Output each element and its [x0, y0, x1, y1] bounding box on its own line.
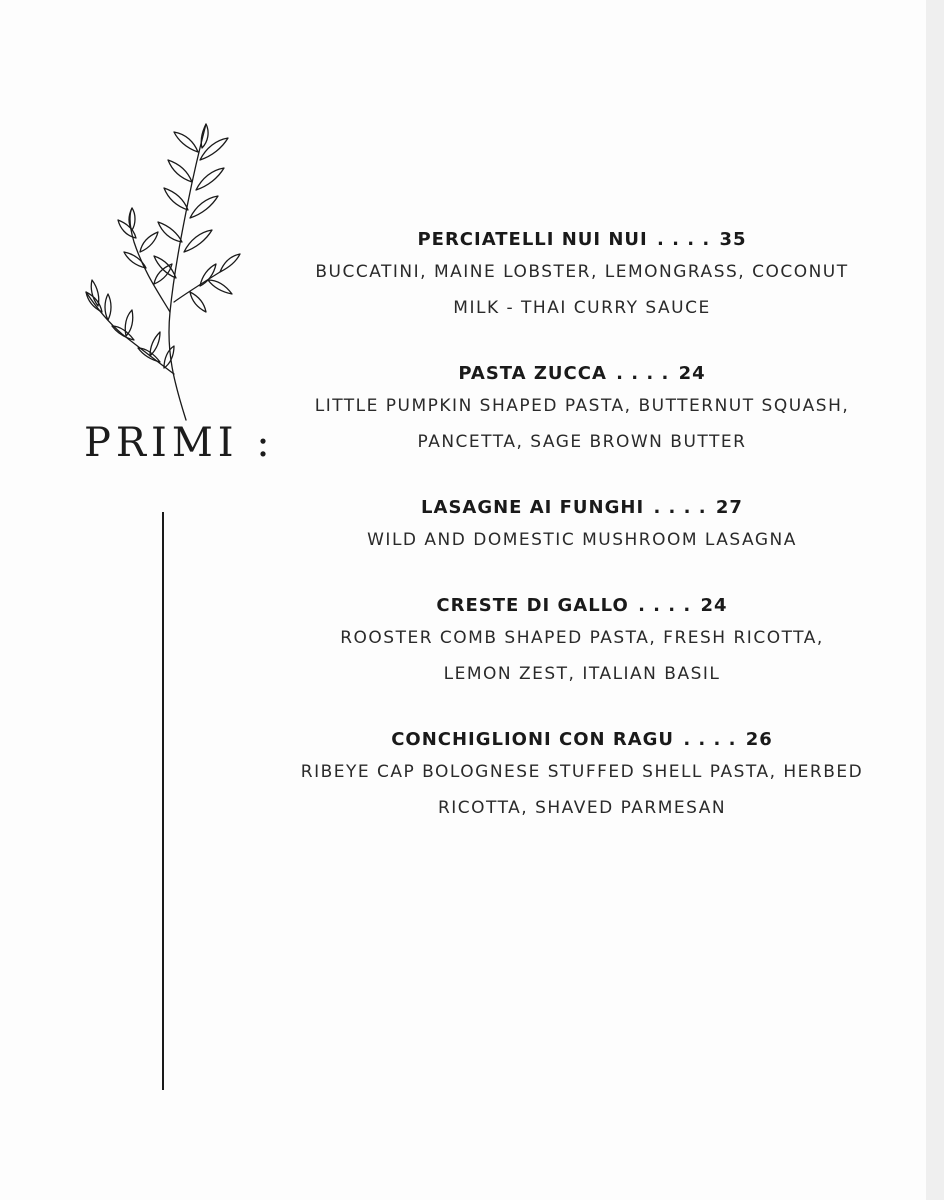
section-title: PRIMI : [84, 420, 275, 466]
menu-item-description: WILD AND DOMESTIC MUSHROOM LASAGNA [367, 530, 797, 550]
menu-item-price: 24 [700, 595, 728, 616]
menu-item-price: 24 [678, 363, 706, 384]
menu-item-description: ROOSTER COMB SHAPED PASTA, FRESH RICOTTA, [340, 628, 824, 648]
menu-item-name: LASAGNE AI FUNGHI [421, 497, 645, 518]
menu-item-title [270, 360, 894, 388]
menu-item-name: PASTA ZUCCA [458, 363, 607, 384]
menu-item-description: LEMON ZEST, ITALIAN BASIL [443, 664, 721, 684]
menu-item-dots: . . . . [683, 729, 737, 750]
menu-item-dots: . . . . [616, 363, 670, 384]
menu-list [270, 226, 894, 860]
menu-item-title [270, 726, 894, 754]
menu-item-dots: . . . . [653, 497, 707, 518]
menu-item-name: CONCHIGLIONI CON RAGU [391, 729, 675, 750]
menu-item-price: 26 [745, 729, 773, 750]
menu-item-description: RIBEYE CAP BOLOGNESE STUFFED SHELL PASTA, HERBED [300, 762, 864, 782]
menu-item-description: MILK - THAI CURRY SAUCE [453, 298, 711, 318]
menu-item-price: 27 [715, 497, 743, 518]
menu-item-name: PERCIATELLI NUI NUI [417, 229, 648, 250]
menu-item [270, 592, 894, 692]
page-edge-shadow [926, 0, 944, 1200]
menu-item [270, 360, 894, 460]
menu-item [270, 726, 894, 826]
menu-item [270, 226, 894, 326]
menu-item-title [270, 592, 894, 620]
menu-item-description: RICOTTA, SHAVED PARMESAN [437, 798, 727, 818]
menu-item-title [270, 494, 894, 522]
menu-item-name: CRESTE DI GALLO [436, 595, 629, 616]
menu-item-description: LITTLE PUMPKIN SHAPED PASTA, BUTTERNUT SQUASH, [314, 396, 850, 416]
menu-item-price: 35 [719, 229, 747, 250]
menu-item-description: PANCETTA, SAGE BROWN BUTTER [417, 432, 747, 452]
vertical-divider [162, 512, 164, 1090]
menu-item-dots: . . . . [657, 229, 711, 250]
menu-item-dots: . . . . [638, 595, 692, 616]
menu-item-description: BUCCATINI, MAINE LOBSTER, LEMONGRASS, COCONUT [315, 262, 849, 282]
menu-item-title [270, 226, 894, 254]
olive-branch-icon [78, 112, 248, 432]
menu-item [270, 494, 894, 558]
